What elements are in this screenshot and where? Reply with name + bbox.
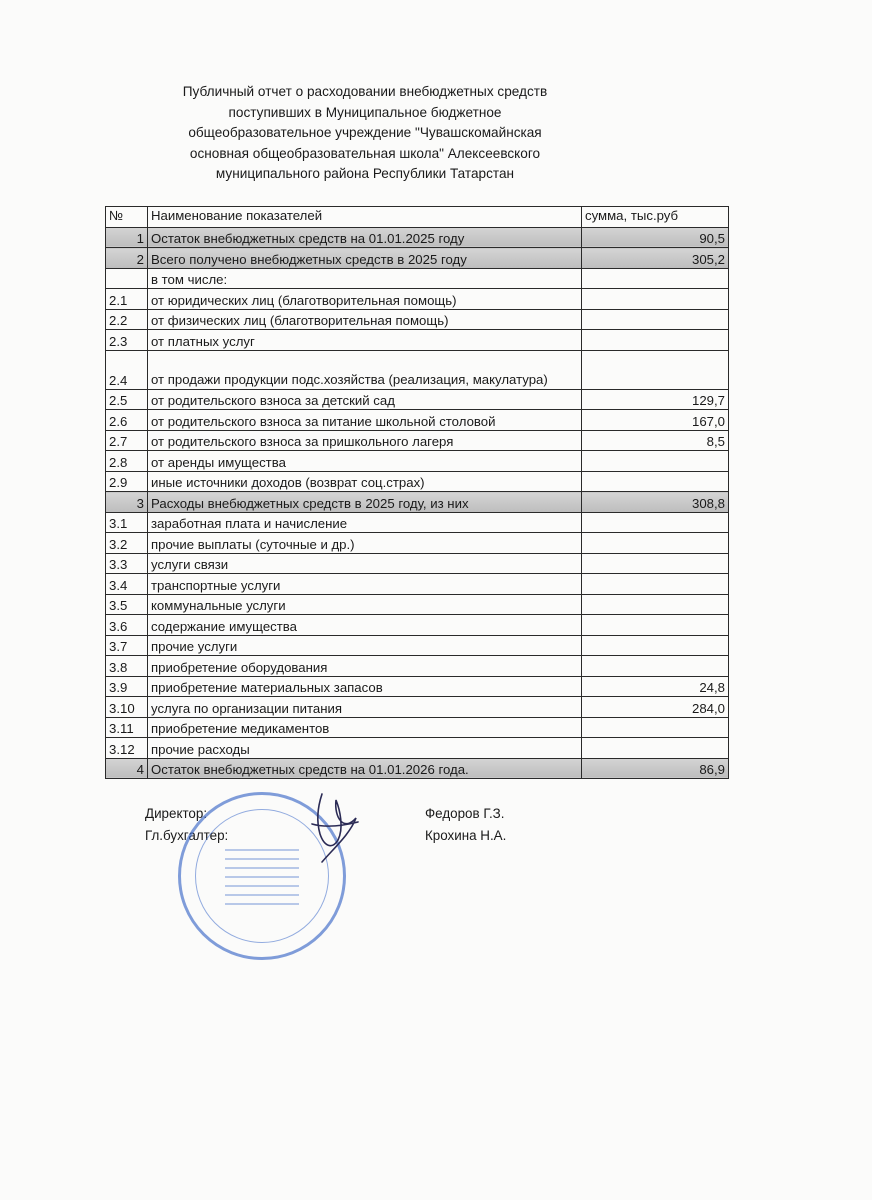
row-name: заработная плата и начисление [148,512,582,533]
table-row [106,389,729,410]
row-name: приобретение материальных запасов [148,676,582,697]
table-header-row [106,207,729,228]
row-amount [582,553,729,574]
table-row [106,410,729,431]
table-row [106,492,729,513]
row-name: услуга по организации питания [148,697,582,718]
table-row [106,697,729,718]
accountant-label: Гл.бухгалтер: [145,828,229,843]
row-name: от физических лиц (благотворительная помощь) [148,309,582,330]
row-amount: 8,5 [582,430,729,451]
row-amount [582,309,729,330]
row-name: от юридических лиц (благотворительная помощь) [148,289,582,310]
table-row [106,635,729,656]
row-name: приобретение медикаментов [148,717,582,738]
row-number: 2.1 [106,289,148,310]
row-number: 2.2 [106,309,148,330]
table-row [106,289,729,310]
row-name: от родительского взноса за пришкольного лагеря [148,430,582,451]
row-number: 3.9 [106,676,148,697]
row-amount [582,268,729,289]
row-amount [582,289,729,310]
row-name: транспортные услуги [148,574,582,595]
table-row [106,350,729,389]
row-amount [582,656,729,677]
row-number: 3.12 [106,738,148,759]
row-number: 2.6 [106,410,148,431]
row-amount: 24,8 [582,676,729,697]
row-amount [582,594,729,615]
row-number: 3.1 [106,512,148,533]
row-name: от аренды имущества [148,451,582,472]
director-label: Директор: [145,806,208,821]
row-number: 2.3 [106,330,148,351]
row-number: 2 [106,248,148,269]
row-number: 2.8 [106,451,148,472]
row-amount [582,574,729,595]
director-name: Федоров Г.З. [425,806,505,821]
row-number: 3.6 [106,615,148,636]
row-amount [582,635,729,656]
row-name: прочие расходы [148,738,582,759]
row-amount: 167,0 [582,410,729,431]
row-amount: 90,5 [582,227,729,248]
row-number: 3.7 [106,635,148,656]
row-amount [582,451,729,472]
table-row [106,594,729,615]
row-name: от продажи продукции подс.хозяйства (реализация, макулатура) [148,350,582,389]
table-row [106,574,729,595]
row-name: от родительского взноса за детский сад [148,389,582,410]
table-row [106,512,729,533]
table-row [106,451,729,472]
row-name: Расходы внебюджетных средств в 2025 году, из них [148,492,582,513]
row-number: 3.3 [106,553,148,574]
row-amount [582,350,729,389]
document-title [150,82,580,185]
handwritten-signature [292,788,372,868]
table-row [106,471,729,492]
row-name: услуги связи [148,553,582,574]
row-name: прочие услуги [148,635,582,656]
row-name: коммунальные услуги [148,594,582,615]
row-number: 3.11 [106,717,148,738]
row-name: от платных услуг [148,330,582,351]
header-amount: сумма, тыс.руб [582,207,729,228]
stamp-center-text [225,847,299,905]
row-name: Остаток внебюджетных средств на 01.01.2026 года. [148,758,582,779]
row-number: 2.4 [106,350,148,389]
row-name: содержание имущества [148,615,582,636]
accountant-name: Крохина Н.А. [425,828,507,843]
title-line: поступивших в Муниципальное бюджетное [228,104,502,120]
row-number: 2.5 [106,389,148,410]
row-number: 3.5 [106,594,148,615]
table-row [106,717,729,738]
row-name: иные источники доходов (возврат соц.страх) [148,471,582,492]
row-number: 3.8 [106,656,148,677]
row-amount: 308,8 [582,492,729,513]
header-name: Наименование показателей [148,207,582,228]
table-row [106,248,729,269]
row-number: 1 [106,227,148,248]
row-amount: 305,2 [582,248,729,269]
table-row [106,227,729,248]
table-row [106,758,729,779]
row-name: Остаток внебюджетных средств на 01.01.2025 году [148,227,582,248]
row-amount [582,533,729,554]
row-amount: 284,0 [582,697,729,718]
row-number: 3.10 [106,697,148,718]
title-line: основная общеобразовательная школа" Алексеевского [189,145,541,161]
title-line: общеобразовательное учреждение "Чувашскомайнская [188,125,542,140]
table-row [106,738,729,759]
row-number: 3.4 [106,574,148,595]
row-name: приобретение оборудования [148,656,582,677]
row-name: Всего получено внебюджетных средств в 2025 году [148,248,582,269]
table-row [106,656,729,677]
row-amount [582,330,729,351]
table-row [106,615,729,636]
row-name: в том числе: [148,268,582,289]
row-amount [582,717,729,738]
row-number: 2.7 [106,430,148,451]
row-amount [582,512,729,533]
title-line: Публичный отчет о расходовании внебюджетных средств [182,84,548,99]
report-table [105,206,729,779]
table-row [106,430,729,451]
table-row [106,533,729,554]
row-name: от родительского взноса за питание школьной столовой [148,410,582,431]
row-name: прочие выплаты (суточные и др.) [148,533,582,554]
row-number: 2.9 [106,471,148,492]
row-number: 4 [106,758,148,779]
row-number: 3.2 [106,533,148,554]
row-amount [582,738,729,759]
title-line: муниципального района Республики Татарстан [215,166,515,181]
row-amount [582,471,729,492]
row-amount: 86,9 [582,758,729,779]
row-amount [582,615,729,636]
table-row [106,676,729,697]
row-number [106,268,148,289]
table-row [106,268,729,289]
row-amount: 129,7 [582,389,729,410]
header-number: № [106,207,148,228]
table-row [106,553,729,574]
table-row [106,309,729,330]
row-number: 3 [106,492,148,513]
table-row [106,330,729,351]
